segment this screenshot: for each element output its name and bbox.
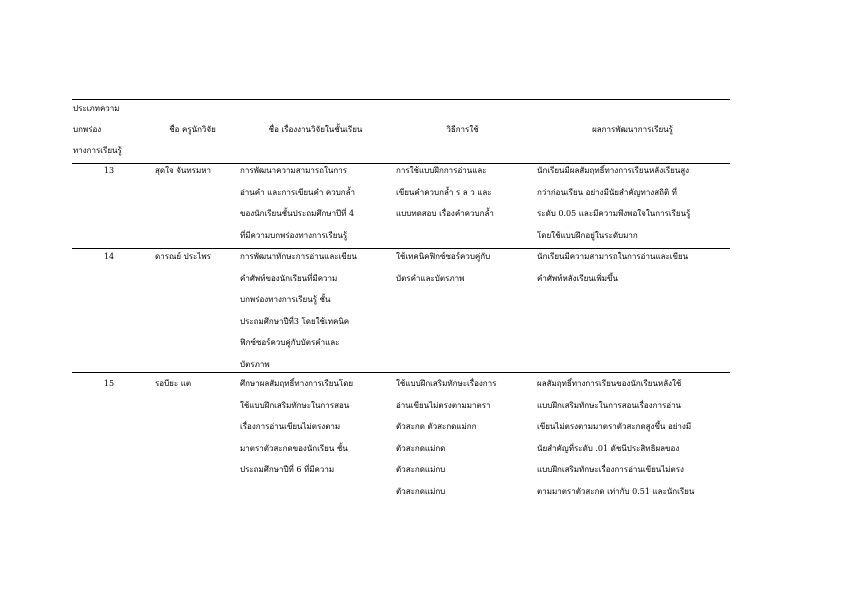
row-number: 15 — [103, 379, 115, 388]
row-title — [240, 373, 394, 481]
result-line: นักเรียนมีผลสัมฤทธิ์ทางการเรียนหลังเรียนสูง — [537, 166, 690, 175]
result-line: แบบฝึกเสริมทักษะในการสอนเรื่องการอ่าน — [537, 400, 682, 410]
title-line: เรื่องการอ่านเขียนไม่ตรงตาม — [240, 422, 341, 431]
method-line: ตัวสะกด ตัวสะกดแม่กก — [396, 422, 477, 431]
method-line: ใช้เทคนิคฟิกซ์ซอร์ควบคู่กับ — [396, 252, 491, 261]
row-researcher: ดารณย์ ประไพร — [155, 252, 211, 261]
title-line: บัตรภาพ — [240, 359, 270, 369]
title-line: อ่านคำ และการเขียนคำ ควบกล้ำ — [240, 187, 356, 197]
result-line: แบบฝึกเสริมทักษะเรื่องการอ่านเขียนไม่ตรง — [537, 465, 684, 474]
title-line: คำศัพท์ของนักเรียนที่มีความ — [240, 273, 338, 283]
title-line: ฟิกซ์ซอร์ควบคู่กับบัตรคำและ — [240, 338, 340, 347]
title-line: ของนักเรียนชั้นประถมศึกษาปีที่ 4 — [240, 209, 355, 218]
row-number: 14 — [103, 252, 115, 261]
result-line: กว่าก่อนเรียน อย่างมีนัยสำคัญทางสถิติ ที่ — [537, 187, 677, 197]
title-line: บกพร่องทางการเรียนรู้ ชั้น — [240, 295, 331, 304]
title-line: การพัฒนาความสามารถในการ — [240, 166, 347, 175]
header-type-line: ทางการเรียนรู้ — [73, 146, 122, 155]
header-type-line: ประเภทความ — [73, 104, 120, 113]
header-result: ผลการพัฒนาการเรียนรู้ — [592, 125, 673, 134]
title-line: ประถมศึกษาปีที่3 โดยใช้เทคนิค — [240, 316, 350, 326]
row-method — [396, 373, 532, 502]
method-line: บัตรคำและบัตรภาพ — [396, 273, 465, 283]
title-line: มาตราตัวสะกดของนักเรียน ชั้น — [240, 443, 348, 453]
row-title — [240, 160, 394, 246]
row-title — [240, 246, 394, 375]
title-line: ประถมศึกษาปีที่ 6 ที่มีความ — [240, 465, 335, 474]
result-line: ระดับ 0.05 และมีความพึงพอใจในการเรียนรู้ — [537, 209, 691, 218]
header-researcher: ชื่อ ครูนักวิจัย — [169, 125, 216, 134]
method-line: ตัวสะกดแม่กด — [396, 443, 446, 453]
title-line: ใช้แบบฝึกเสริมทักษะในการสอน — [240, 400, 350, 410]
title-line: ที่มีความบกพร่องทางการเรียนรู้ — [240, 230, 348, 240]
result-line: โดยใช้แบบฝึกอยู่ในระดับมาก — [537, 230, 638, 240]
result-line: นักเรียนมีความสามารถในการอ่านและเขียน — [537, 252, 689, 261]
result-line: ผลสัมฤทธิ์ทางการเรียนของนักเรียนหลังใช้ — [537, 379, 682, 388]
row-result — [537, 246, 730, 289]
method-line: ตัวสะกดแม่กบ — [396, 486, 446, 496]
title-line: การพัฒนาทักษะการอ่านและเขียน — [240, 252, 357, 261]
result-line: คำศัพท์หลังเรียนเพิ่มขึ้น — [537, 273, 618, 283]
header-method: วิธีการใช้ — [446, 125, 479, 134]
method-line: แบบทดสอบ เรื่องคำควบกล้ำ — [396, 209, 494, 218]
row-number: 13 — [103, 166, 115, 175]
result-line: ตามมาตราตัวสะกด เท่ากับ 0.51 และนักเรียน — [537, 486, 695, 496]
header-type-line: บกพร่อง — [73, 125, 102, 134]
row-researcher: รอบียะ แต — [155, 379, 192, 388]
result-line: เขียนไม่ตรงตามมาตราตัวสะกดสูงขึ้น อย่างมี — [537, 422, 692, 431]
method-line: เขียนคำควบกล้ำ ร ล ว และ — [396, 187, 492, 197]
title-line: ศึกษาผลสัมฤทธิ์ทางการเรียนโดย — [240, 379, 354, 388]
row-researcher: สุดใจ จันทรมหา — [155, 166, 211, 175]
row-result — [537, 160, 730, 246]
header-type — [73, 98, 145, 161]
method-line: ใช้แบบฝึกเสริมทักษะเรื่องการ — [396, 379, 497, 388]
row-method — [396, 160, 532, 225]
table-top-rule — [72, 99, 730, 100]
method-line: อ่านเขียนไม่ตรงตามมาตรา — [396, 400, 491, 410]
row-result — [537, 373, 730, 502]
result-line: นัยสำคัญที่ระดับ .01 ดัชนีประสิทธิผลของ — [537, 443, 680, 453]
header-title: ชื่อ เรื่องงานวิจัยในชั้นเรียน — [268, 125, 363, 134]
method-line: ตัวสะกดแม่กบ — [396, 465, 446, 474]
row-method — [396, 246, 532, 289]
method-line: การใช้แบบฝึกการอ่านและ — [396, 166, 487, 175]
